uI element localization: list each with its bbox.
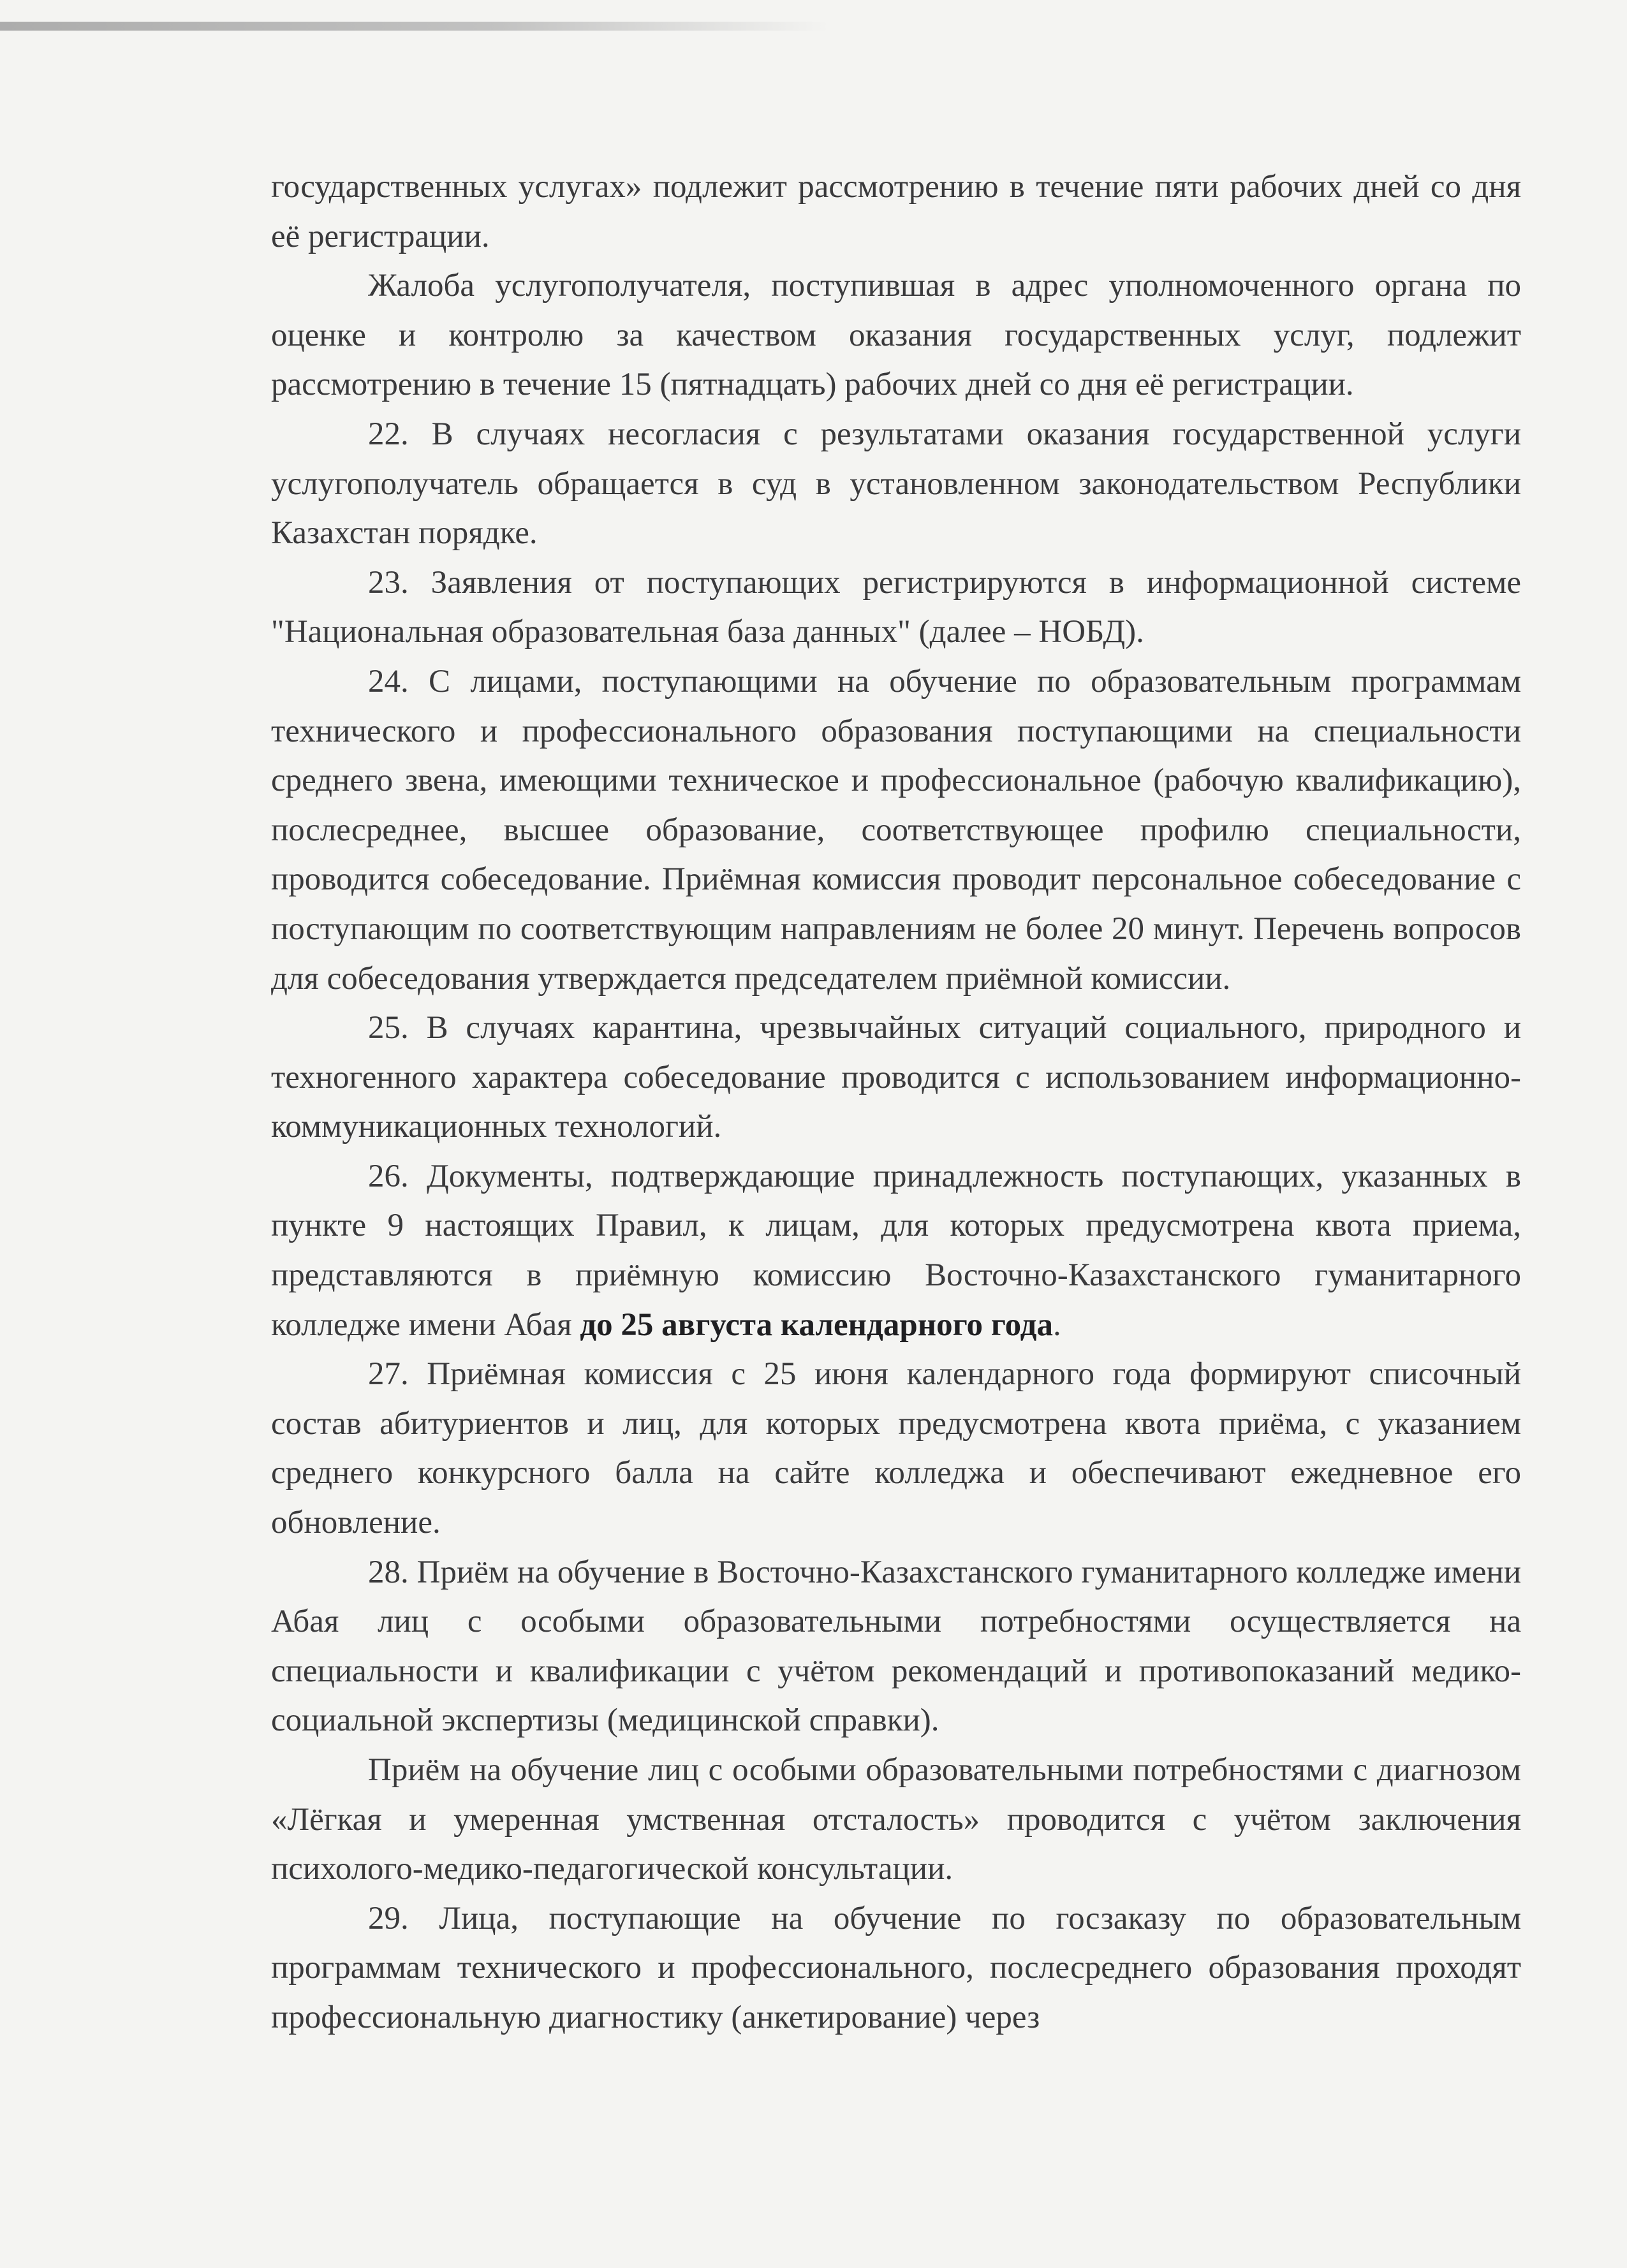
paragraph-23: 23. Заявления от поступающих регистрируются в информационной системе "Национальная образовательная база данных" (далее – НОБД). xyxy=(271,564,1521,650)
paragraph-26-tail: . xyxy=(1052,1306,1061,1343)
paragraph-25: 25. В случаях карантина, чрезвычайных ситуаций социального, природного и техногенного характера собеседование проводится с использованием информационно-коммуникационных технологий. xyxy=(271,1010,1521,1145)
paragraph-29: 29. Лица, поступающие на обучение по госзаказу по образовательным программам технического и профессионального, послесреднего образования проходят профессиональную диагностику (анкетирование) через xyxy=(271,1900,1521,2035)
paragraph-22: 22. В случаях несогласия с результатами оказания государственной услуги услугополучатель обращается в суд в установленном законодательством Республики Казахстан порядке. xyxy=(271,416,1521,552)
paragraph-24: 24. С лицами, поступающими на обучение по образовательным программам технического и профессионального образования поступающими на специальности среднего звена, имеющими техническое и профессиональное (рабочую квалификацию), послесреднее, высшее образование, соответствующее профилю специальности, проводится собеседование. Приёмная комиссия проводит персональное собеседование с поступающим по соответствующим направлениям не более 20 минут. Перечень вопросов для собеседования утверждается председателем приёмной комиссии. xyxy=(271,663,1521,997)
scan-edge-shadow xyxy=(0,22,829,31)
paragraph-26-deadline: до 25 августа календарного года xyxy=(580,1306,1053,1343)
paragraph-27: 27. Приёмная комиссия с 25 июня календарного года формируют списочный состав абитуриентов и лиц, для которых предусмотрена квота приёма, с указанием среднего конкурсного балла на сайте колледжа и обеспечивают ежедневное его обновление. xyxy=(271,1356,1521,1541)
paragraph-28-diagnosis: Приём на обучение лиц с особыми образовательными потребностями с диагнозом «Лёгкая и умеренная умственная отсталость» проводится с учётом заключения психолого-медико-педагогической консультации. xyxy=(271,1752,1521,1887)
paragraph-continuation: государственных услугах» подлежит рассмотрению в течение пяти рабочих дней со дня её регистрации. xyxy=(271,169,1521,254)
document-page xyxy=(271,163,1521,2043)
paragraph-complaint: Жалоба услугополучателя, поступившая в адрес уполномоченного органа по оценке и контролю за качеством оказания государственных услуг, подлежит рассмотрению в течение 15 (пятнадцать) рабочих дней со дня её регистрации. xyxy=(271,268,1521,403)
paragraph-26-text: 26. Документы, подтверждающие принадлежность поступающих, указанных в пункте 9 настоящих Правил, к лицам, для которых предусмотрена квота приема, представляются в приёмную комиссию Восточно-Казахстанского гуманитарного колледже имени Абая xyxy=(271,1158,1521,1343)
paragraph-28: 28. Приём на обучение в Восточно-Казахстанского гуманитарного колледже имени Абая лиц с особыми образовательными потребностями осуществляется на специальности и квалификации с учётом рекомендаций и противопоказаний медико-социальной экспертизы (медицинской справки). xyxy=(271,1554,1521,1739)
paragraph-26 xyxy=(271,1152,1521,1350)
